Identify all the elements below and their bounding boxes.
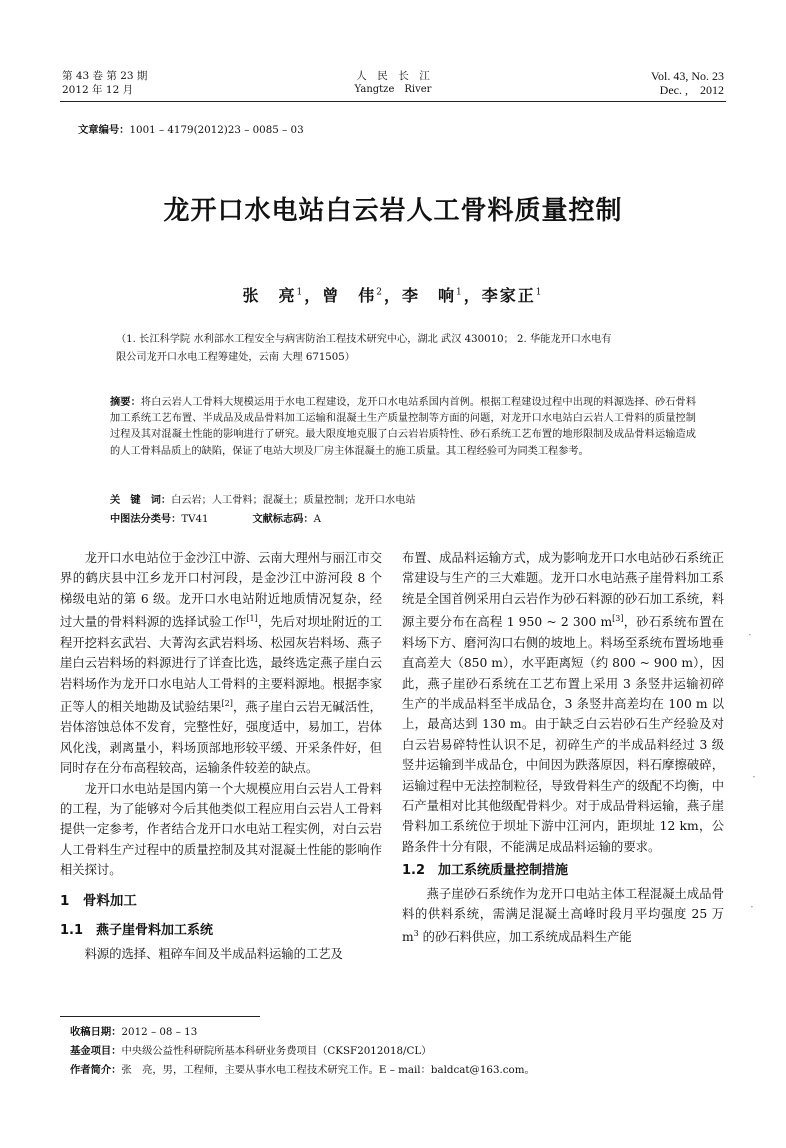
author-bio-value: 张 亮，男，工程师，主要从事水电工程技术研究工作。E – mail：baldcat@163.com。 xyxy=(121,1064,535,1076)
subsection-heading: 1.2 加工系统质量控制措施 xyxy=(402,863,569,879)
clc-value: TV41 xyxy=(181,514,209,525)
article-number xyxy=(78,121,304,136)
keywords xyxy=(110,491,696,506)
right-column xyxy=(402,548,724,948)
article-title: 龙开口水电站白云岩人工骨料质量控制 xyxy=(163,196,623,226)
header-journal-cn: 人 民 长 江 xyxy=(356,70,430,82)
author-separator: ， xyxy=(383,286,402,305)
author-affil-mark: 1 xyxy=(456,287,464,298)
header-journal-en: Yangtze River xyxy=(354,84,432,95)
unit-exponent: 3 xyxy=(413,929,419,939)
footnote-rule xyxy=(60,1016,260,1017)
received-value: 2012 – 08 – 13 xyxy=(121,1026,198,1038)
affiliation-line: （1. 长江科学院 水利部水工程安全与病害防治工程技术研究中心，湖北 武汉 430010； 2. 华能龙开口水电有 xyxy=(116,334,612,345)
author-affil-mark: 1 xyxy=(296,287,305,298)
doc-code-label: 文献标志码： xyxy=(252,514,314,525)
article-number-label: 文章编号： xyxy=(78,124,130,136)
author-name: 曾 伟 xyxy=(322,286,377,305)
fund-label: 基金项目： xyxy=(70,1045,122,1057)
author-separator: ， xyxy=(304,286,323,305)
footnote-received xyxy=(70,1023,730,1038)
abstract-text: 将白云岩人工骨料大规模运用于水电工程建设，龙开口水电站系国内首例。根据工程建设过程中出现的料源选择、砂石骨料加工系统工艺布置、半成品及成品骨料加工运输和混凝土生产质量控制等方面的问题，对龙开口水电站白云岩人工骨料的质量控制过程及其对混凝土性能的影响进行了研究。最大限度地克服了白云岩岩质特性、砂石系统工艺布置的地形限制及成品骨料运输造成的人工骨料品质上的缺陷，保证了电站大坝及厂房主体混凝土的施工质量。其工程经验可为同类工程参考。 xyxy=(110,397,697,457)
header-rule xyxy=(60,101,726,102)
author-affil-mark: 2 xyxy=(376,287,384,298)
abstract-label: 摘要： xyxy=(110,397,141,408)
subsection-heading: 1.1 燕子崖骨料加工系统 xyxy=(60,923,214,939)
classification xyxy=(110,510,696,525)
author-name: 李 响 xyxy=(402,286,457,305)
section-heading: 1 骨料加工 xyxy=(60,892,137,909)
footnote-author xyxy=(70,1061,730,1076)
scan-mark: · xyxy=(752,770,756,784)
body-paragraph: 龙开口水电站是国内第一个大规模应用白云岩人工骨料的工程，为了能够对今后其他类似工程应用白云岩人工骨料提供一定参考，作者结合龙开口水电站工程实例，对白云岩人工骨料生产过程中的质量控制及其对混凝土性能的影响作相关探讨。 xyxy=(60,781,382,878)
clc-label: 中图法分类号： xyxy=(110,514,182,525)
header-date-en: Dec. , 2012 xyxy=(659,83,724,97)
body-paragraph: 布置、成品料运输方式，成为影响龙开口水电站砂石系统正常建设与生产的三大难题。龙开口水电站燕子崖骨料加工系统是全国首例采用白云岩作为砂石料源的砂石加工系统，料源主要分布在高程 1 950 ~ 2 300 m[3]，砂石系统布置在料场下方、磨河沟口右侧的坡地上。料场至系统布置场地垂直高差大（850 m），水平距离短（约 800 ~ 900 m），因此，燕子崖砂石系统在工艺布置上采用 3 条竖井运输初碎生产的半成品料至半成品仓，3 条竖井高差均在 100 m 以上，最高达到 130 m。由于缺乏白云岩砂石生产经验及对白云岩易碎特性认识不足，初碎生产的半成品料经过 3 级竖井运输到半成品仓，中间因为跌落原因，料石摩擦破碎，运输过程中无法控制粒径，导致骨料生产的级配不均衡，中石产量相对比其他级配骨料少。对于成品骨料运输，燕子崖骨料加工系统位于坝址下游中江河内，距坝址 12 km，公路条件十分有限，不能满足成品料运输的要求。 xyxy=(402,551,724,854)
author-bio-label: 作者简介： xyxy=(70,1064,122,1076)
abstract xyxy=(110,395,696,460)
keywords-text: 白云岩；人工骨料；混凝土；质量控制；龙开口水电站 xyxy=(171,495,416,506)
author-separator: ， xyxy=(463,286,482,305)
doc-code-value: A xyxy=(313,514,321,525)
scan-mark: · xyxy=(748,628,752,642)
author-list xyxy=(0,283,786,306)
footnote-fund xyxy=(70,1042,730,1057)
body-paragraph: 燕子崖砂石系统作为龙开口电站主体工程混凝土成品骨料的供料系统，需满足混凝土高峰时段月平均强度 25 万 $m^3$ 的砂石料供应，加工系统成品料生产能 xyxy=(402,886,724,945)
received-label: 收稿日期： xyxy=(70,1026,122,1038)
header-volume: 第 43 卷 第 23 期 xyxy=(62,70,148,82)
citation: [1] xyxy=(246,614,258,624)
body-paragraph: 料源的选择、粗碎车间及半成品料运输的工艺及 xyxy=(84,946,343,961)
fund-value: 中央级公益性科研院所基本科研业务费项目（CKSF2012018/CL） xyxy=(121,1045,432,1057)
article-number-value: 1001 – 4179(2012)23 – 0085 – 03 xyxy=(129,124,304,136)
header-volume-en: Vol. 43, No. 23 xyxy=(650,69,724,83)
body-paragraph: 龙开口水电站位于金沙江中游、云南大理州与丽江市交界的鹤庆县中江乡龙开口村河段，是金沙江中游河段 8 个梯级电站的第 6 级。龙开口水电站附近地质情况复杂，经过大量的骨料料源的选择试验工作[1]，先后对坝址附近的工程开挖料玄武岩、大菁沟玄武岩料场、松园灰岩料场、燕子崖白云岩料场的料源进行了详查比选，最终选定燕子崖白云岩料场作为龙开口水电站人工骨料的主要料源地。根据李家正等人的相关地勘及试验结果[2]，燕子崖白云岩无碱活性，岩体溶蚀总体不发育，完整性好，强度适中，易加工，岩体风化浅，剥离量小，料场顶部地形较平缓、开采条件好，但同时存在分布高程较高，运输条件较差的缺点。 xyxy=(60,551,382,776)
affiliation xyxy=(116,331,696,367)
citation: [3] xyxy=(612,614,624,624)
citation: [2] xyxy=(221,698,233,708)
scan-mark: · xyxy=(750,900,754,914)
header-date: 2012 年 12 月 xyxy=(62,84,134,96)
left-column xyxy=(60,548,382,964)
affiliation-line: 限公司龙开口水电工程筹建处，云南 大理 671505） xyxy=(116,352,355,363)
author-name: 张 亮 xyxy=(242,286,297,305)
keywords-label: 关 键 词： xyxy=(110,495,172,506)
author-name: 李家正 xyxy=(481,286,536,305)
author-affil-mark: 1 xyxy=(535,287,544,298)
